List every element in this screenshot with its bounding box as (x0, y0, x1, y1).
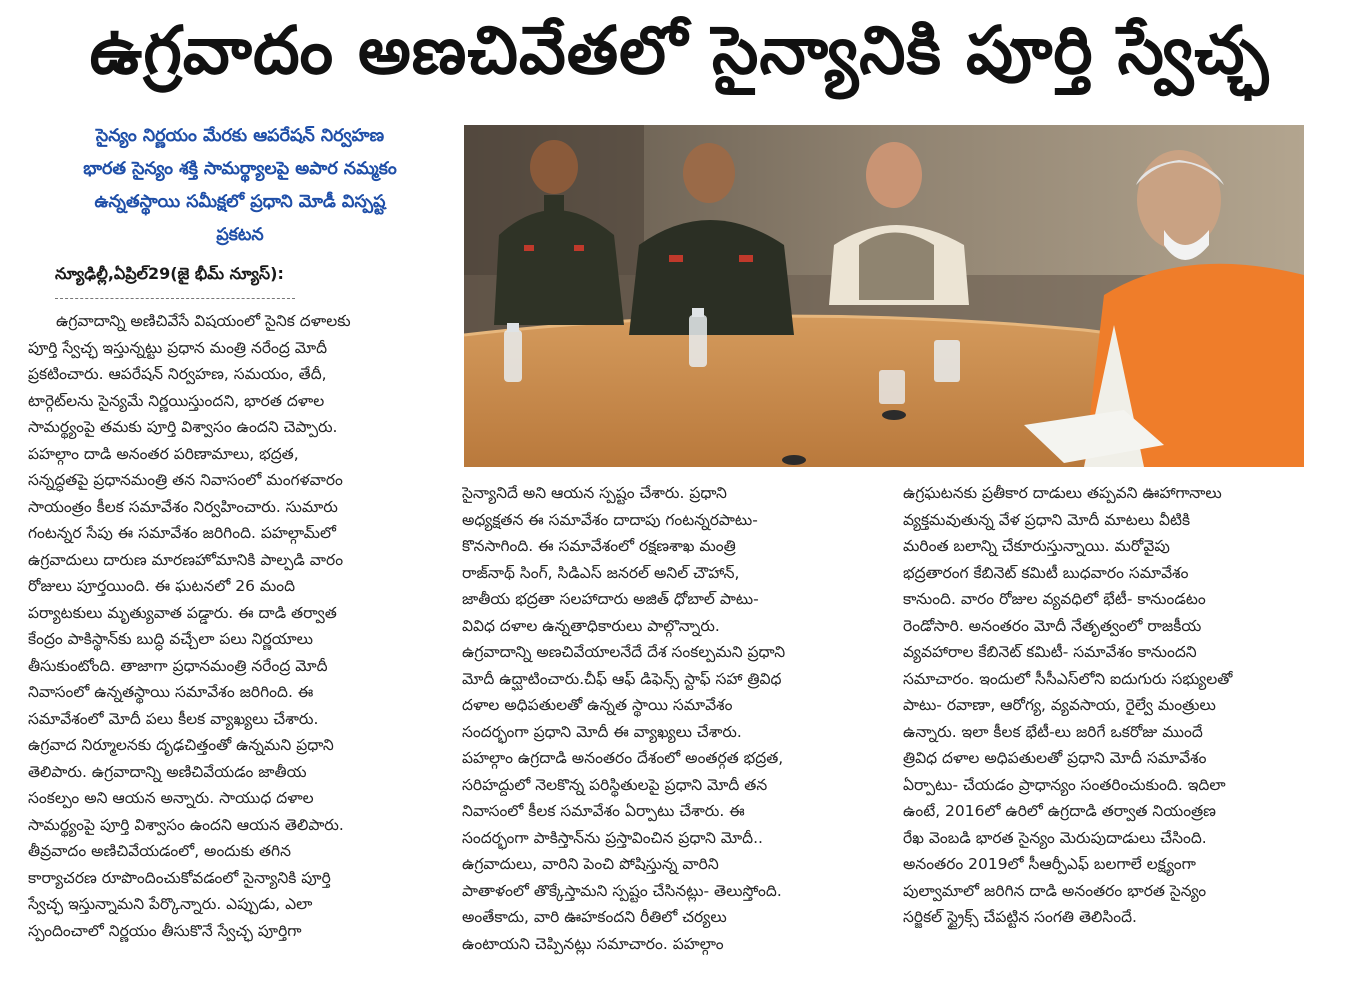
article-line: సాయంత్రం కీలక సమావేశం నిర్వహించారు. సుమారు (28, 497, 338, 516)
article-line: సర్జికల్ స్ట్రైక్స్ చేపట్టిన సంగతి తెలిసిందే. (903, 908, 1137, 926)
article-line: కానుంది. వారం రోజుల వ్యవధిలో భేటీ- కానుండటం (903, 590, 1206, 608)
article-line: సన్నద్ధతపై ప్రధానమంత్రి తన నివాసంలో మంగళవారం (28, 471, 343, 489)
article-line: నివాసంలో కీలక సమావేశం ఏర్పాటు చేశారు. ఈ (462, 802, 745, 820)
article-line: సంకల్పం అని ఆయన అన్నారు. సాయుధ దళాల (28, 789, 314, 807)
article-line: పాతాళంలో తొక్కేస్తామని స్పష్టం చేసినట్లు- తెలుస్తోంది. (462, 881, 782, 900)
article-line: నివాసంలో ఉన్నతస్థాయి సమావేశం జరిగింది. ఈ (28, 683, 314, 701)
article-line: కార్యాచరణ రూపొందించుకోవడంలో సైన్యానికి పూర్తి (28, 868, 331, 887)
article-column-2 (462, 480, 882, 957)
article-line: ఉన్నారు. ఇలా కీలక భేటీ-లు జరిగే ఒకరోజు ముందే (903, 722, 1203, 741)
article-column-1 (28, 308, 446, 944)
article-line: జాతీయ భద్రతా సలహాదారు అజిత్ ధోబాల్ పాటు- (462, 590, 759, 608)
article-column-3 (903, 480, 1333, 931)
article-line: రాజ్‌నాథ్ సింగ్, సిడిఎస్ జనరల్ అనిల్ చౌహాన్, (462, 563, 740, 582)
article-line: పుల్వామాలో జరిగిన దాడి అనంతరం భారత సైన్యం (903, 881, 1207, 900)
article-line: త్రివిధ దళాల అధిపతులతో ప్రధాని మోదీ సమావేశం (903, 749, 1207, 767)
article-line: స్పందించాలో నిర్ణయం తీసుకొనే స్వేచ్ఛ పూర్తిగా (28, 921, 302, 940)
dateline: న్యూఢిల్లీ,ఏప్రిల్29(జై భీమ్ న్యూస్): (55, 264, 284, 283)
article-line: సమావేశంలో మోదీ పలు కీలక వ్యాఖ్యలు చేశారు. (28, 709, 319, 728)
article-line: రోజులు పూర్తయింది. ఈ ఘటనలో 26 మంది (28, 577, 296, 595)
dateline-rule (55, 298, 295, 299)
article-line: వ్యవహారాల కేబినెట్ కమిటీ- సమావేశం కానుందని (903, 643, 1197, 661)
article-line: సరిహద్దులో నెలకొన్న పరిస్థితులపై ప్రధాని మోదీ తన (462, 775, 768, 794)
article-line: ఉగ్రవాదాన్ని అణిచివేసే విషయంలో సైనిక దళాలకు (56, 312, 351, 330)
article-line: కేంద్రం పాకిస్థాన్‌కు బుద్ధి వచ్చేలా పలు నిర్ణయాలు (28, 630, 314, 648)
deck-line: భారత సైన్యం శక్తి సామర్థ్యాలపై అపార నమ్మకం (83, 159, 397, 179)
article-line: సందర్భంగా ప్రధాని మోదీ ఈ వ్యాఖ్యలు చేశారు. (462, 722, 742, 741)
article-line: అనంతరం 2019లో సీఆర్పీఎఫ్ బలగాలే లక్ష్యంగా (903, 855, 1196, 873)
headline: ఉగ్రవాదం అణచివేతలో సైన్యానికి పూర్తి స్వేచ్ఛ (89, 11, 1270, 89)
article-line: పర్యాటకులు మృత్యువాత పడ్డారు. ఈ దాడి తర్వాత (28, 603, 337, 622)
article-line: తీసుకుంటోంది. తాజాగా ప్రధానమంత్రి నరేంద్ర మోదీ (28, 656, 328, 675)
news-photo (464, 125, 1304, 467)
article-line: సైన్యానిదే అని ఆయన స్పష్టం చేశారు. ప్రధాని (462, 484, 727, 502)
article-line: ప్రకటించారు. ఆపరేషన్ నిర్వహణ, సమయం, తేదీ, (28, 365, 327, 383)
article-line: సమాచారం. ఇందులో సీసీఎస్‌లోని ఐదుగురు సభ్యులతో (903, 669, 1233, 688)
article-line: పహల్గాం ఉగ్రదాడి అనంతరం దేశంలో అంతర్గత భద్రత, (462, 749, 784, 767)
article-line: సందర్భంగా పాకిస్తాన్‌ను ప్రస్తావించిన ప్రధాని మోదీ.. (462, 828, 763, 847)
article-line: ఉంటాయని చెప్పినట్లు సమాచారం. పహల్గాం (462, 934, 724, 953)
article-line: అధ్యక్షతన ఈ సమావేశం దాదాపు గంటన్నరపాటు- (462, 510, 758, 529)
article-line: ఉగ్రవాదులు, వారిని పెంచి పోషిస్తున్న వారిని (462, 855, 719, 873)
deck-line: ఉన్నతస్థాయి సమీక్షలో ప్రధాని మోడీ విస్పష్ట (94, 192, 386, 212)
article-line: పహల్గాం దాడి అనంతర పరిణామాలు, భద్రత, (28, 444, 299, 463)
article-line: భద్రతారంగ కేబినెట్ కమిటీ బుధవారం సమావేశం (903, 563, 1189, 582)
article-line: వ్యక్తమవుతున్న వేళ ప్రధాని మోదీ మాటలు వీటికి (903, 510, 1191, 529)
photo-illustration (464, 125, 1304, 467)
article-line: సామర్థ్యంపై పూర్తి విశ్వాసం ఉందని ఆయన తెలిపారు. (28, 815, 344, 834)
deck-subheadings (40, 120, 440, 252)
article-line: టార్గెట్‌లను సైన్యమే నిర్ణయిస్తుందని, భారత దళాల (28, 391, 325, 410)
article-line: రెండోసారి. అనంతరం మోదీ నేతృత్వంలో రాజకీయ (903, 616, 1202, 635)
article-line: ఉంటే, 2016లో ఉరిలో ఉగ్రదాడి తర్వాత నియంత్రణ (903, 802, 1216, 820)
article-line: కొనసాగింది. ఈ సమావేశంలో రక్షణశాఖ మంత్రి (462, 537, 736, 555)
article-line: మరింత బలాన్ని చేకూరుస్తున్నాయి. మరోవైపు (903, 537, 1170, 555)
article-line: ఉగ్రవాద నిర్మూలనకు దృఢచిత్తంతో ఉన్నమని ప్రధాని (28, 736, 334, 754)
article-line: ఉగ్రఘటనకు ప్రతీకార దాడులు తప్పవని ఊహాగానాలు (903, 484, 1222, 502)
deck-line: సైన్యం నిర్ణయం మేరకు ఆపరేషన్ నిర్వహణ (95, 126, 385, 146)
article-line: తెలిపారు. ఉగ్రవాదాన్ని అణిచివేయడం జాతీయ (28, 762, 307, 781)
article-line: వివిధ దళాల ఉన్నతాధికారులు పాల్గొన్నారు. (462, 616, 720, 635)
article-line: దళాల అధిపతులతో ఉన్నత స్థాయి సమావేశం (462, 696, 733, 714)
article-line: ఏర్పాటు- చేయడం ప్రాధాన్యం సంతరించుకుంది. ఇదిలా (903, 775, 1226, 794)
article-line: తీవ్రవాదం అణిచివేయడంలో, అందుకు తగిన (28, 842, 291, 860)
article-line: మోదీ ఉద్ఘాటించారు.చీఫ్ ఆఫ్ డిఫెన్స్ స్టాఫ్ సహా త్రివిధ (462, 669, 782, 688)
article-line: సామర్థ్యంపై తమకు పూర్తి విశ్వాసం ఉందని చెప్పారు. (28, 418, 338, 436)
article-line: అంతేకాదు, వారి ఊహకందని రీతిలో చర్యలు (462, 908, 727, 926)
article-line: ఉగ్రవాదులు దారుణ మారణహోమానికి పాల్పడి వారం (28, 550, 344, 569)
article-line: రేఖ వెంబడి భారత సైన్యం మెరుపుదాడులు చేసింది. (903, 828, 1207, 847)
deck-line: ప్రకటన (216, 225, 264, 245)
article-line: పాటు- రవాణా, ఆరోగ్య, వ్యవసాయ, రైల్వే మంత్రులు (903, 696, 1216, 714)
article-line: గంటన్నర సేపు ఈ సమావేశం జరిగింది. పహల్గామ్‌లో (28, 524, 336, 542)
article-line: ఉగ్రవాదాన్ని అణచివేయాలనేదే దేశ సంకల్పమని ప్రధాని (462, 643, 786, 661)
article-line: స్వేచ్ఛ ఇస్తున్నామని పేర్కొన్నారు. ఎప్పుడు, ఎలా (28, 895, 313, 913)
article-line: పూర్తి స్వేచ్ఛ ఇస్తున్నట్టు ప్రధాన మంత్రి నరేంద్ర మోదీ (28, 338, 328, 357)
